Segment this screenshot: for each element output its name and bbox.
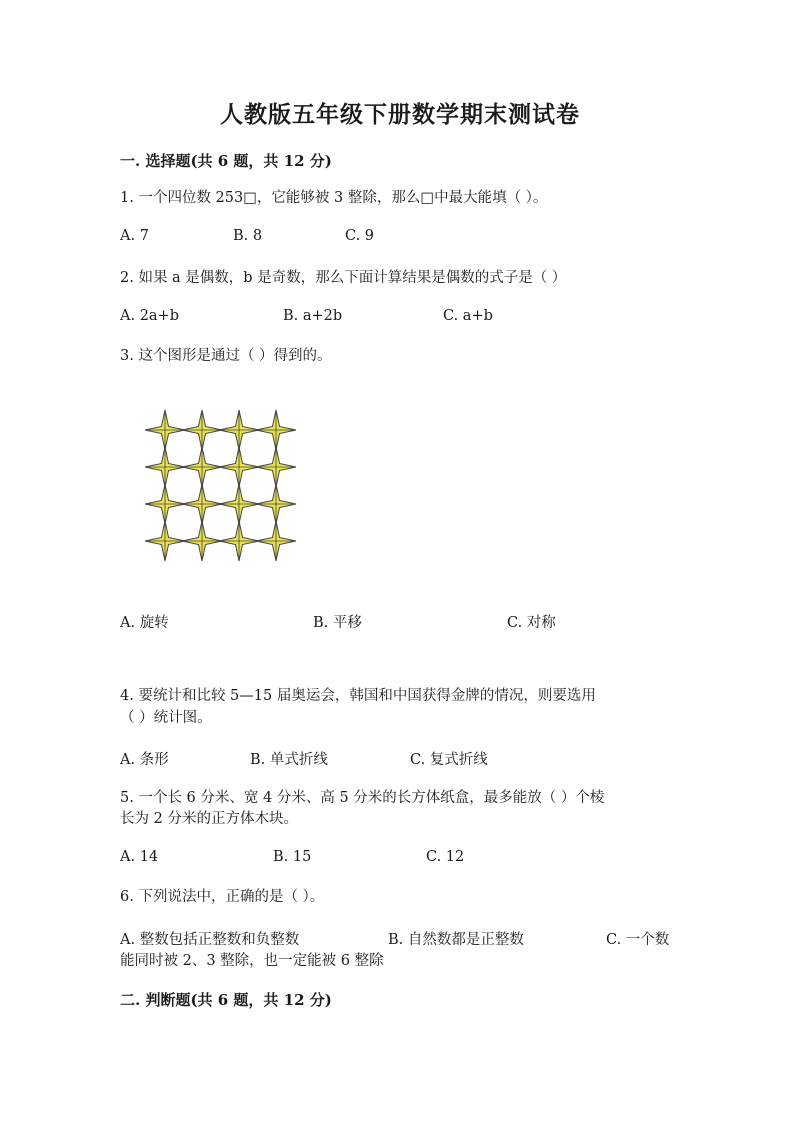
page-title: 人教版五年级下册数学期末测试卷 [220, 101, 580, 128]
question-4-line-1: 4. 要统计和比较 5—15 届奥运会，韩国和中国获得金牌的情况，则要选用 [120, 688, 596, 704]
section-heading-judgment: 二. 判断题(共 6 题，共 12 分) [120, 991, 332, 1009]
q6-option-c: C. 一个数 [606, 932, 670, 948]
star-tile-pattern-icon [143, 408, 299, 564]
q5-option-b: B. 15 [273, 849, 312, 865]
question-6: 6. 下列说法中，正确的是（ ）。 [120, 889, 325, 905]
question-5-line-2: 长为 2 分米的正方体木块。 [120, 811, 298, 827]
question-2: 2. 如果 a 是偶数，b 是奇数，那么下面计算结果是偶数的式子是（ ） [120, 270, 567, 286]
q2-option-b: B. a+2b [283, 308, 343, 324]
q1-option-c: C. 9 [345, 228, 375, 244]
q6-option-b: B. 自然数都是正整数 [388, 932, 524, 948]
q5-option-a: A. 14 [120, 849, 159, 865]
q3-option-a: A. 旋转 [120, 615, 169, 631]
q5-option-c: C. 12 [426, 849, 465, 865]
q4-option-c: C. 复式折线 [410, 752, 488, 768]
question-4-line-2: （ ）统计图。 [120, 710, 212, 726]
q1-option-a: A. 7 [120, 228, 149, 244]
question-3: 3. 这个图形是通过（ ）得到的。 [120, 348, 332, 364]
q3-option-b: B. 平移 [313, 615, 362, 631]
q2-option-c: C. a+b [443, 308, 493, 324]
q4-option-b: B. 单式折线 [250, 752, 328, 768]
q1-option-b: B. 8 [233, 228, 263, 244]
star-tile-pattern-figure [143, 408, 299, 568]
q3-option-c: C. 对称 [507, 615, 556, 631]
q2-option-a: A. 2a+b [120, 308, 179, 324]
q4-option-a: A. 条形 [120, 752, 169, 768]
question-5-line-1: 5. 一个长 6 分米、宽 4 分米、高 5 分米的长方体纸盒，最多能放（ ）个棱 [120, 790, 605, 806]
q6-option-a: A. 整数包括正整数和负整数 [120, 932, 300, 948]
q6-option-c-continued: 能同时被 2、3 整除，也一定能被 6 整除 [120, 953, 384, 969]
question-1: 1. 一个四位数 253□，它能够被 3 整除，那么□中最大能填（ ）。 [120, 190, 548, 206]
section-heading-choice: 一. 选择题(共 6 题，共 12 分) [120, 152, 332, 170]
